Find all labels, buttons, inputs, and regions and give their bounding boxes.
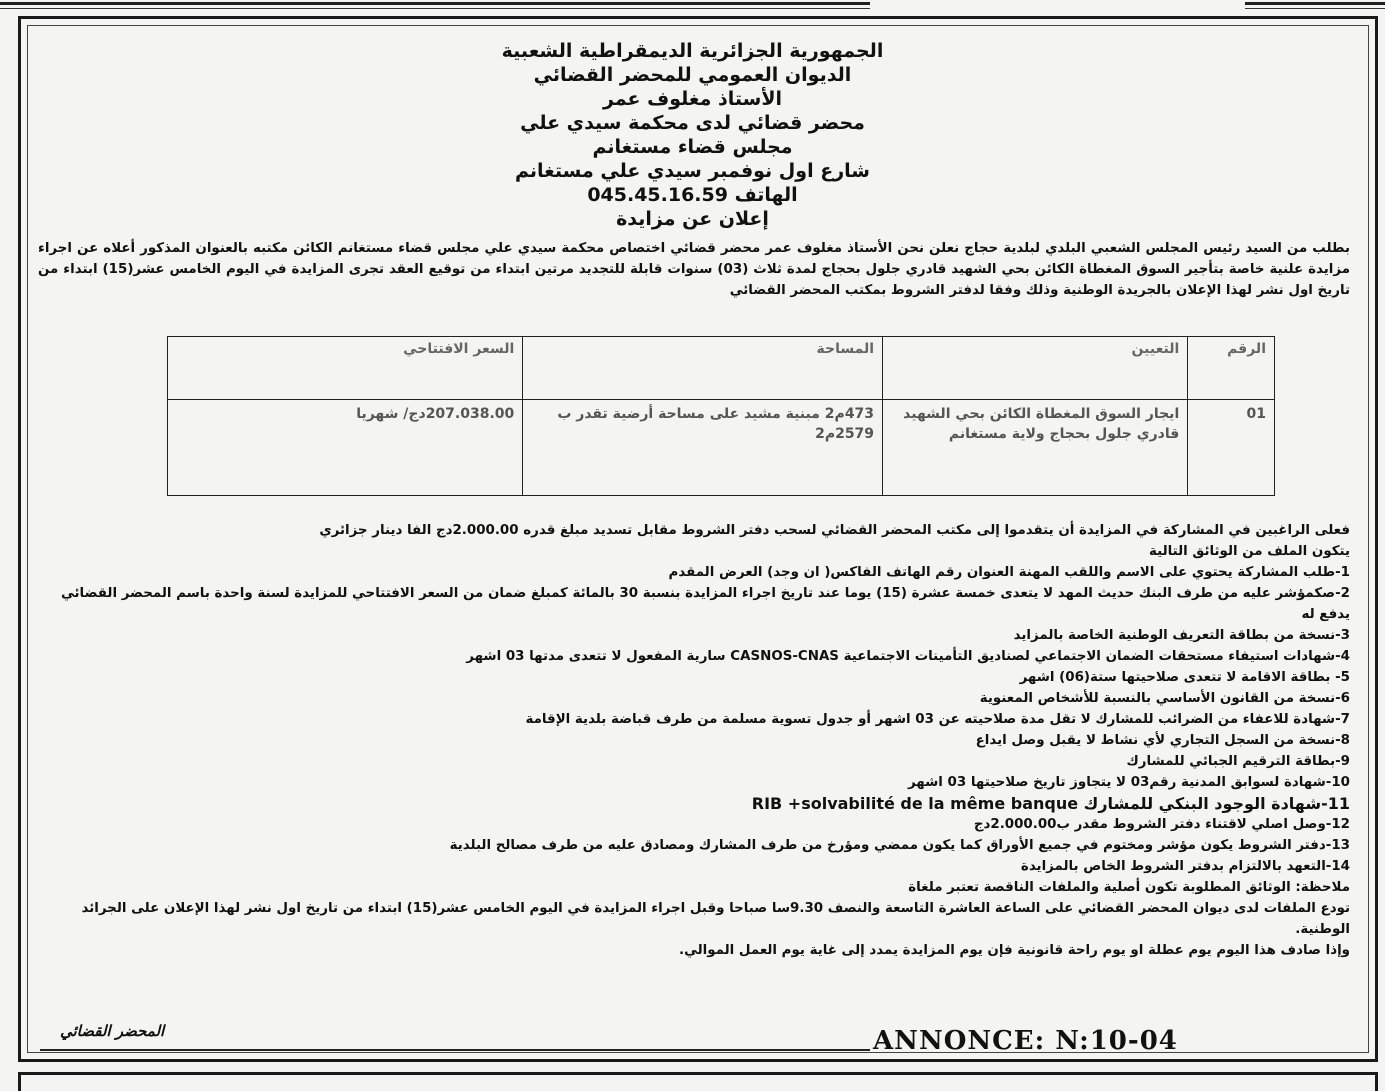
cell-area: 473م2 مبنية مشيد على مساحة أرضية تقدر ب 2579م2 [523, 400, 883, 496]
top-rule [0, 0, 1385, 12]
list-item: 2-صكمؤشر عليه من طرف البنك حديث المهد لا يتعدى خمسة عشرة (15) يوما عند تاريخ اجراء المزايدة بنسبة 30 بالمائة كمبلغ ضمان من السعر الافتتاحي للمزايدة لسنة واحدة باسم المحضر القضائي يدفع له [60, 586, 1350, 622]
header-area: المساحة [523, 337, 883, 400]
header-phone: الهاتف 045.45.16.59 [587, 184, 798, 206]
header-num: الرقم [1188, 337, 1275, 400]
list-item: 12-وصل اصلي لاقتناء دفتر الشروط مقدر ب2.000.00دج [973, 817, 1350, 832]
table-row [168, 400, 1275, 496]
annonce-number: ANNONCE: N:10-04 [873, 1026, 1178, 1056]
lots-table [167, 336, 1275, 496]
header-council: مجلس قضاء مستغانم [592, 136, 793, 158]
intro-paragraph: بطلب من السيد رئيس المجلس الشعبي البلدي لبلدية حجاج نعلن نحن الأستاذ مغلوف عمر محضر قضائي اختصاص محكمة سيدي علي مجلس قضاء مستغانم الكائن مكتبه بالعنوان المذكور أعلاه عن اجراء مزايدة علنية خاصة بتأجير السوق المغطاة الكائن بحي الشهيد قادري جلول بحجاج لمدة ثلاث (03) سنوات قابلة للتجديد مرتين ابتداء من توقيع العقد تجرى المزايدة في اليوم الخامس عشر(15) ابتداء من تاريخ اول نشر لهذا الإعلان بالجريدة الوطنية وذلك وفقا لدفتر الشروط بمكتب المحضر القضائي [38, 241, 1350, 298]
header-office: الديوان العمومي للمحضر القضائي [533, 64, 852, 86]
note: ملاحظة: الوثائق المطلوبة تكون أصلية والملفات الناقصة تعتبر ملغاة [908, 880, 1350, 895]
cell-num: 01 [1188, 400, 1275, 496]
header-court: محضر قضائي لدى محكمة سيدي علي [520, 112, 865, 134]
table-header-row [168, 337, 1275, 400]
cell-designation: ايجار السوق المغطاة الكائن بحي الشهيد قادري جلول بحجاج ولاية مستغانم [883, 400, 1188, 496]
list-item: 10-شهادة لسوابق المدنية رقم03 لا يتجاوز تاريخ صلاحيتها 03 اشهر [907, 775, 1350, 790]
header-republic: الجمهورية الجزائرية الديمقراطية الشعبية [501, 40, 884, 62]
header-address: شارع اول نوفمبر سيدي علي مستغانم [515, 160, 870, 182]
list-item: 13-دفتر الشروط يكون مؤشر ومختوم في جميع الأوراق كما يكون ممضي ومؤرخ من طرف المشارك ومصادق عليه من طرف مصالح البلدية [449, 838, 1350, 853]
notice-body [60, 520, 1350, 961]
list-item: 8-نسخة من السجل التجاري لأي نشاط لا يقبل وصل ايداع [975, 733, 1350, 748]
file-contents-label: يتكون الملف من الوثائق التالية [1149, 544, 1350, 559]
list-item: 4-شهادات استيفاء مستحقات الضمان الاجتماعي لصناديق التأمينات الاجتماعية CASNOS-CNAS سارية المفعول لا تتعدى مدتها 03 اشهر [466, 649, 1350, 664]
list-item: 14-التعهد بالالتزام بدفتر الشروط الخاص بالمزايدة [1020, 859, 1350, 874]
list-item: 1-طلب المشاركة يحتوي على الاسم واللقب المهنة العنوان رقم الهاتف الفاكس( ان وجد) العرض المقدم [668, 565, 1350, 580]
holiday-paragraph: وإذا صادف هذا اليوم يوم عطلة او يوم راحة قانونية فإن يوم المزايدة يمدد إلى غاية يوم العمل الموالي. [679, 943, 1350, 958]
list-item: 9-بطاقة الترقيم الجبائي للمشارك [1126, 754, 1350, 769]
header-designation: التعيين [883, 337, 1188, 400]
list-item: 7-شهادة للاعفاء من الضرائب للمشارك لا تقل مدة صلاحيته عن 03 اشهر أو جدول تسوية مسلمة من طرف قباضة بلدية الإقامة [525, 712, 1350, 727]
footer-rule [40, 1049, 870, 1051]
notice-title: إعلان عن مزايدة [616, 208, 769, 230]
deposit-paragraph: تودع الملفات لدى ديوان المحضر القضائي على الساعة العاشرة التاسعة والنصف 9.30سا صباحا وقبل اجراء المزايدة في اليوم الخامس عشر(15) ابتداء من تاريخ اول نشر لهذا الإعلان على الجرائد الوطنية. [81, 901, 1350, 937]
list-item: 6-نسخة من القانون الأساسي بالنسبة للأشخاص المعنوية [979, 691, 1350, 706]
header-bailiff-name: الأستاذ مغلوف عمر [603, 88, 782, 110]
signature: المحضر القضائي [60, 1022, 165, 1040]
next-notice-frame [18, 1072, 1378, 1091]
participation-paragraph: فعلى الراغبين في المشاركة في المزايدة أن يتقدموا إلى مكتب المحضر القضائي لسحب دفتر الشروط مقابل تسديد مبلغ قدره 2.000.00دج الفا دينار جزائري [319, 523, 1350, 538]
list-item: 11-شهادة الوجود البنكي للمشارك RIB +solvabilité de la même banque [751, 794, 1350, 813]
list-item: 5- بطاقة الاقامة لا تتعدى صلاحيتها ستة(06) اشهر [1019, 670, 1350, 685]
cell-price: 207.038.00دج/ شهريا [168, 400, 523, 496]
header-price: السعر الافتتاحي [168, 337, 523, 400]
list-item: 3-نسخة من بطاقة التعريف الوطنية الخاصة بالمزايد [1013, 628, 1350, 643]
